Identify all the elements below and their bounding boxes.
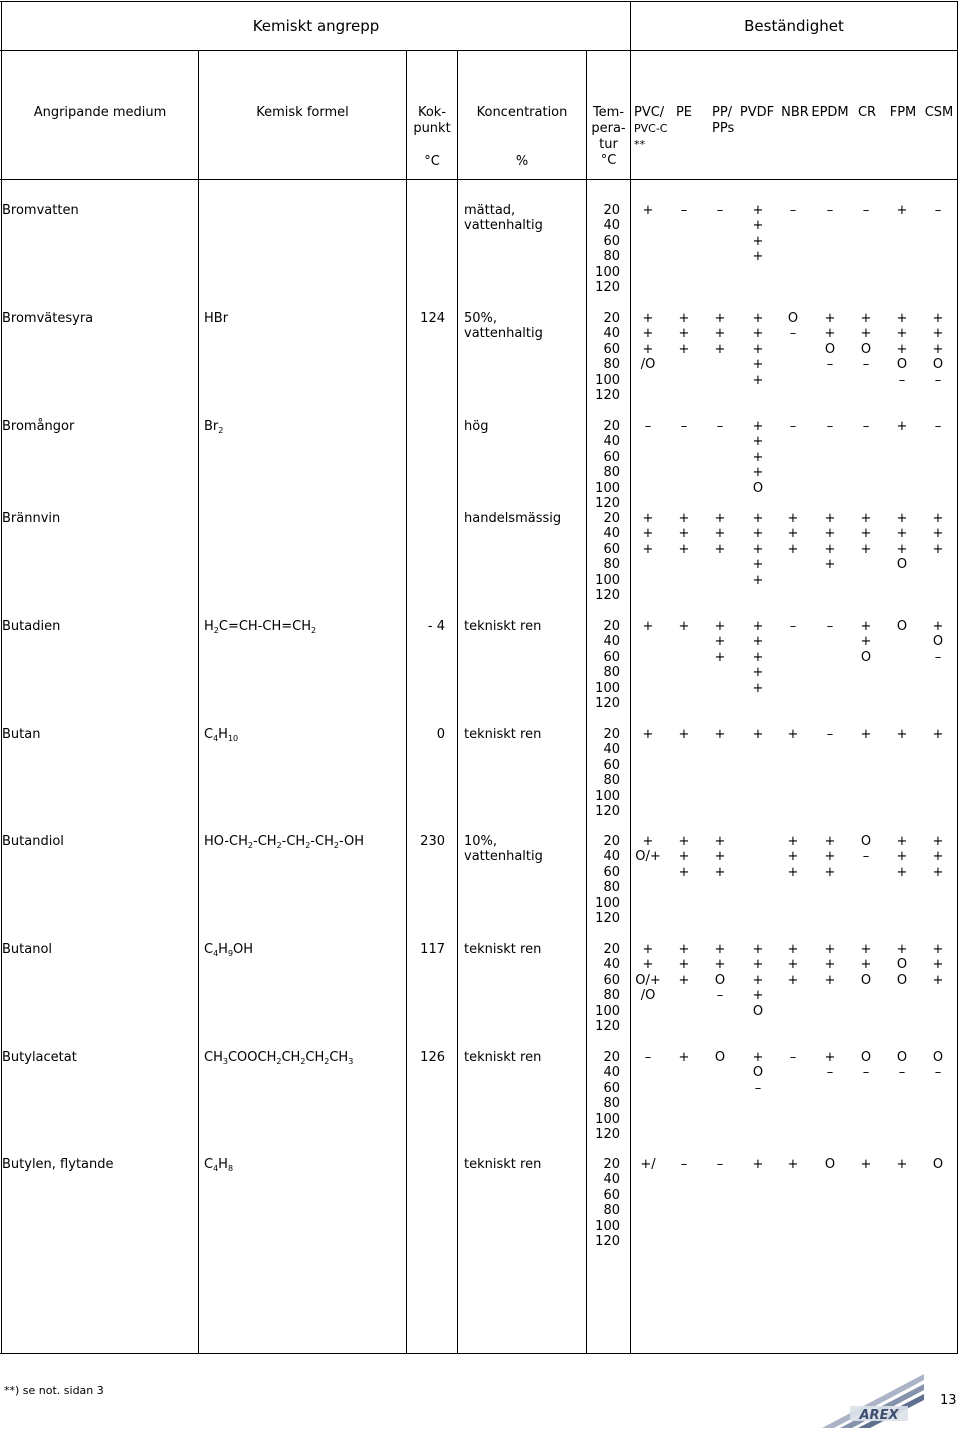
rating-nbr: – xyxy=(789,203,797,218)
row-concentration: tekniskt ren xyxy=(464,942,542,957)
rating-pp: + + + xyxy=(714,619,726,665)
rating-cr: + xyxy=(860,727,872,742)
arex-logo-icon xyxy=(820,1370,926,1428)
rating-pvc: + xyxy=(642,203,654,218)
rating-pp: – xyxy=(716,419,724,434)
rating-pp: + + + xyxy=(714,311,726,357)
row-concentration: 10%, vattenhaltig xyxy=(464,834,543,865)
attack-header: Kemiskt angrepp xyxy=(252,17,380,35)
rating-pp: – xyxy=(716,203,724,218)
boiling-label-2: punkt xyxy=(413,121,451,136)
temp-label-3: tur xyxy=(599,137,618,152)
row-temperatures: 20 40 60 80 100 120 xyxy=(595,311,620,404)
rating-pp: + xyxy=(714,727,726,742)
rating-pvdf: + + + + xyxy=(752,203,764,265)
row-temperatures: 20 40 60 80 100 120 xyxy=(595,834,620,927)
rating-epdm: + + + xyxy=(824,942,836,988)
column-header-bottom xyxy=(0,179,958,180)
rating-epdm: + + + + xyxy=(824,511,836,573)
rating-fpm: + + + O – xyxy=(896,311,908,388)
col-header-formula: Kemisk formel xyxy=(256,105,349,120)
rating-pp: – xyxy=(716,1157,724,1172)
rating-pp: + + O – xyxy=(714,942,726,1004)
rating-pvc: + + O/+ /O xyxy=(635,942,661,1004)
col-header-pe: PE xyxy=(675,105,693,120)
row-formula: HBr xyxy=(204,311,229,326)
footnote: **) se not. sidan 3 xyxy=(4,1384,104,1397)
rating-pe: + + + xyxy=(678,834,690,880)
rating-pvc: + O/+ xyxy=(635,834,661,865)
resistance-header: Beständighet xyxy=(744,17,844,35)
rating-fpm: + + + O xyxy=(896,511,908,573)
rating-csm: + O – xyxy=(932,619,944,665)
row-medium: Bromångor xyxy=(2,419,75,434)
rating-pe: – xyxy=(680,419,688,434)
right-border xyxy=(957,1,958,1353)
row-concentration: mättad, vattenhaltig xyxy=(464,203,543,234)
rating-pvc: – xyxy=(644,419,652,434)
row-medium: Butylacetat xyxy=(2,1050,77,1065)
boiling-label-1: Kok- xyxy=(417,105,447,120)
rating-cr: + + O xyxy=(860,619,872,665)
col-header-medium: Angripande medium xyxy=(33,105,167,120)
rating-epdm: + + + xyxy=(824,834,836,880)
rating-cr: + + + xyxy=(860,511,872,557)
rating-csm: + + + xyxy=(932,834,944,880)
rating-pe: + + + xyxy=(678,942,690,988)
header-divider xyxy=(0,50,958,51)
row-concentration: tekniskt ren xyxy=(464,1050,542,1065)
row-medium: Butandiol xyxy=(2,834,64,849)
row-concentration: handelsmässig xyxy=(464,511,562,526)
row-concentration: 50%, vattenhaltig xyxy=(464,311,543,342)
col-header-csm: CSM xyxy=(924,105,954,120)
row-temperatures: 20 40 60 80 100 120 xyxy=(595,619,620,712)
row-formula: $H_2C=CH-CH=CH_2$ xyxy=(204,619,317,635)
rating-pvdf: + + + + + xyxy=(752,311,764,388)
rating-epdm: + + O – xyxy=(824,311,836,373)
rating-nbr: – xyxy=(789,619,797,634)
rating-cr: + + O xyxy=(860,942,872,988)
rating-pp: O xyxy=(714,1050,726,1065)
row-medium: Butylen, flytande xyxy=(2,1157,114,1172)
col-header-concentration xyxy=(458,105,586,170)
rating-pvdf: + xyxy=(752,1157,764,1172)
logo-lettering: AREX xyxy=(859,1408,899,1423)
col-header-nbr: NBR xyxy=(781,105,809,120)
rating-cr: – xyxy=(862,203,870,218)
rating-epdm: O xyxy=(824,1157,836,1172)
rating-pvdf: + + + + O xyxy=(752,419,764,496)
row-medium: Butan xyxy=(2,727,41,742)
rating-pvc: + + + /O xyxy=(640,311,656,373)
rating-nbr: + xyxy=(787,727,799,742)
rating-pe: + xyxy=(678,727,690,742)
rating-pvc: +/ xyxy=(640,1157,656,1172)
rating-epdm: – xyxy=(826,619,834,634)
concentration-label: Koncentration xyxy=(476,105,568,120)
boiling-unit: °C xyxy=(424,154,440,169)
rating-pvc: + + + xyxy=(642,511,654,557)
pvc-label-3: ** xyxy=(634,138,645,151)
rating-csm: O – xyxy=(932,1050,944,1081)
concentration-unit: % xyxy=(515,154,529,169)
rating-cr: + + O – xyxy=(860,311,872,373)
rating-pe: – xyxy=(680,203,688,218)
row-formula: $C_4H_8$ xyxy=(204,1157,234,1173)
row-medium: Butadien xyxy=(2,619,61,634)
pp-label-2: PPs xyxy=(712,121,735,136)
col-divider-formula xyxy=(406,50,407,1353)
rating-nbr: + + + xyxy=(787,942,799,988)
rating-nbr: + + + xyxy=(787,511,799,557)
col-divider-medium xyxy=(198,50,199,1353)
rating-nbr: O – xyxy=(787,311,799,342)
rating-fpm: + xyxy=(896,1157,908,1172)
col-header-boiling xyxy=(407,105,457,170)
rating-csm: – xyxy=(934,419,942,434)
rating-pvdf: + O – xyxy=(752,1050,764,1096)
rating-pvdf: + + + + + xyxy=(752,511,764,588)
pvc-label-1: PVC/ xyxy=(634,105,665,120)
rating-pe: + xyxy=(678,619,690,634)
rating-fpm: O xyxy=(896,619,908,634)
row-medium: Butanol xyxy=(2,942,53,957)
rating-fpm: + + + xyxy=(896,834,908,880)
rating-pvdf: + xyxy=(752,727,764,742)
row-formula: $C_4H_9OH$ xyxy=(204,942,254,958)
row-boiling-point: 230 xyxy=(420,834,445,849)
rating-nbr: – xyxy=(789,1050,797,1065)
rating-cr: O – xyxy=(860,1050,872,1081)
row-temperatures: 20 40 60 80 100 120 xyxy=(595,419,620,512)
row-boiling-point: 126 xyxy=(420,1050,445,1065)
row-boiling-point: 117 xyxy=(420,942,445,957)
rating-pe: + + + xyxy=(678,511,690,557)
row-formula: $Br_2$ xyxy=(204,419,224,435)
temp-label-1: Tem- xyxy=(592,105,625,120)
rating-pp: + + + xyxy=(714,834,726,880)
rating-csm: – xyxy=(934,203,942,218)
rating-cr: – xyxy=(862,419,870,434)
rating-nbr: – xyxy=(789,419,797,434)
temp-label-2: pera- xyxy=(591,121,626,136)
rating-pvc: + xyxy=(642,619,654,634)
page-number: 13 xyxy=(940,1393,957,1408)
col-header-temperature xyxy=(587,105,630,169)
row-temperatures: 20 40 60 80 100 120 xyxy=(595,511,620,604)
rating-epdm: – xyxy=(826,419,834,434)
row-boiling-point: 0 xyxy=(436,727,445,742)
row-temperatures: 20 40 60 80 100 120 xyxy=(595,1157,620,1250)
rating-epdm: + – xyxy=(824,1050,836,1081)
rating-pvdf: + + + + + xyxy=(752,619,764,696)
row-formula: $CH_3COOCH_2CH_2CH_2CH_3$ xyxy=(204,1050,354,1066)
table-bottom-border xyxy=(0,1353,958,1354)
rating-csm: + + + xyxy=(932,942,944,988)
col-header-pvdf: PVDF xyxy=(739,105,775,120)
pvc-label-2: PVC-C xyxy=(634,122,668,135)
rating-epdm: – xyxy=(826,727,834,742)
rating-fpm: + xyxy=(896,727,908,742)
rating-fpm: + xyxy=(896,419,908,434)
rating-pe: + xyxy=(678,1050,690,1065)
rating-fpm: + O O xyxy=(896,942,908,988)
row-formula: $HO-CH_2-CH_2-CH_2-CH_2-OH$ xyxy=(204,834,364,850)
col-header-cr: CR xyxy=(857,105,877,120)
rating-nbr: + + + xyxy=(787,834,799,880)
rating-epdm: – xyxy=(826,203,834,218)
row-temperatures: 20 40 60 80 100 120 xyxy=(595,727,620,820)
row-concentration: tekniskt ren xyxy=(464,1157,542,1172)
rating-csm: + + + xyxy=(932,511,944,557)
rating-pvc: – xyxy=(644,1050,652,1065)
row-boiling-point: - 4 xyxy=(427,619,445,634)
col-header-epdm: EPDM xyxy=(811,105,849,120)
pp-label-1: PP/ xyxy=(712,105,733,120)
row-medium: Bromvätesyra xyxy=(2,311,94,326)
col-divider-bp xyxy=(457,50,458,1353)
rating-csm: O xyxy=(932,1157,944,1172)
rating-cr: O – xyxy=(860,834,872,865)
rating-pvc: + xyxy=(642,727,654,742)
rating-pe: – xyxy=(680,1157,688,1172)
row-boiling-point: 124 xyxy=(420,311,445,326)
row-medium: Bromvatten xyxy=(2,203,79,218)
row-temperatures: 20 40 60 80 100 120 xyxy=(595,1050,620,1143)
rating-csm: + xyxy=(932,727,944,742)
temp-unit: °C xyxy=(600,153,617,168)
rating-nbr: + xyxy=(787,1157,799,1172)
row-concentration: tekniskt ren xyxy=(464,727,542,742)
rating-pp: + + + xyxy=(714,511,726,557)
rating-fpm: O – xyxy=(896,1050,908,1081)
row-temperatures: 20 40 60 80 100 120 xyxy=(595,942,620,1035)
row-temperatures: 20 40 60 80 100 120 xyxy=(595,203,620,296)
row-medium: Brännvin xyxy=(2,511,61,526)
rating-cr: + xyxy=(860,1157,872,1172)
rating-fpm: + xyxy=(896,203,908,218)
rating-pe: + + + xyxy=(678,311,690,357)
row-concentration: hög xyxy=(464,419,489,434)
row-formula: $C_4H_{10}$ xyxy=(204,727,239,743)
col-header-fpm: FPM xyxy=(889,105,917,120)
row-concentration: tekniskt ren xyxy=(464,619,542,634)
rating-pvdf: + + + + O xyxy=(752,942,764,1019)
rating-csm: + + + O – xyxy=(932,311,944,388)
